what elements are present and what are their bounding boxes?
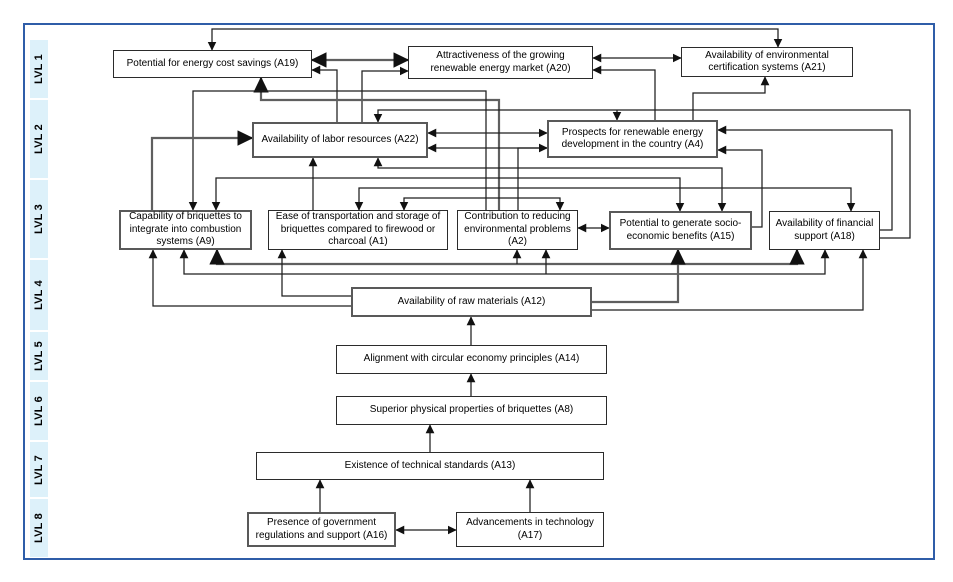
edge-A9-A22 xyxy=(152,138,252,210)
edge-A12-A9 xyxy=(153,250,351,306)
node-label-A18: Availability of financial support (A18) xyxy=(775,218,874,242)
level-label: LVL 1 xyxy=(33,54,45,84)
node-A12 xyxy=(351,287,592,317)
node-label-A9: Capability of briquettes to integrate into combustion systems (A9) xyxy=(129,211,242,248)
edge-A4-A20 xyxy=(593,70,655,120)
node-A13 xyxy=(256,452,604,480)
edge-A9-A18 xyxy=(217,250,797,264)
node-A21 xyxy=(681,47,853,77)
edge-A22-A19 xyxy=(312,70,337,122)
node-A1 xyxy=(268,210,448,250)
level-label: LVL 7 xyxy=(33,454,45,485)
level-label: LVL 5 xyxy=(33,341,45,371)
edge-A1-A18 xyxy=(359,188,851,211)
node-label-A14: Alignment with circular economy principles (A14) xyxy=(363,353,580,365)
edge-A12-A15 xyxy=(592,250,678,302)
node-label-A21: Availability of environmental certification systems (A21) xyxy=(705,49,829,73)
node-A17 xyxy=(456,512,604,547)
edge-A12-A1 xyxy=(282,250,351,296)
node-A14 xyxy=(336,345,607,374)
node-A20 xyxy=(408,46,593,79)
node-label-A13: Existence of technical standards (A13) xyxy=(344,459,516,471)
level-label: LVL 6 xyxy=(33,396,45,426)
node-A9 xyxy=(119,210,252,250)
level-label: LVL 8 xyxy=(33,513,45,543)
node-A8 xyxy=(336,396,607,425)
edge-A2-A4 xyxy=(518,148,547,210)
node-label-A8: Superior physical properties of briquettes (A8) xyxy=(369,404,574,416)
edge-A4-A21 xyxy=(693,77,765,120)
node-A22 xyxy=(252,122,428,158)
edge-A22-A15 xyxy=(378,158,722,211)
edge-A9-A18 xyxy=(184,250,825,274)
edge-A22-A20 xyxy=(362,71,408,122)
node-label-A20: Attractiveness of the growing renewable energy market (A20) xyxy=(430,50,571,74)
node-A2 xyxy=(457,210,578,250)
level-label: LVL 3 xyxy=(33,204,45,234)
node-label-A2: Contribution to reducing environmental problems (A2) xyxy=(464,211,571,248)
edge-A1-A2 xyxy=(404,198,560,210)
node-label-A12: Availability of raw materials (A12) xyxy=(397,295,546,307)
node-label-A15: Potential to generate socio-economic benefits (A15) xyxy=(619,218,742,242)
node-label-A1: Ease of transportation and storage of briquettes compared to firewood or charcoal (A1) xyxy=(275,211,441,248)
node-A15 xyxy=(609,211,752,250)
node-label-A16: Presence of government regulations and support (A16) xyxy=(255,517,388,541)
node-label-A22: Availability of labor resources (A22) xyxy=(261,133,419,145)
node-A16 xyxy=(247,512,396,547)
node-label-A19: Potential for energy cost savings (A19) xyxy=(126,57,299,69)
node-A18 xyxy=(769,211,880,250)
node-A4 xyxy=(547,120,718,158)
level-label: LVL 4 xyxy=(33,280,45,310)
node-label-A4: Prospects for renewable energy development in the country (A4) xyxy=(561,126,704,150)
node-label-A17: Advancements in technology (A17) xyxy=(466,517,594,541)
level-label: LVL 2 xyxy=(33,124,45,154)
node-A19 xyxy=(113,50,312,78)
edge-A9-A15 xyxy=(216,178,680,211)
